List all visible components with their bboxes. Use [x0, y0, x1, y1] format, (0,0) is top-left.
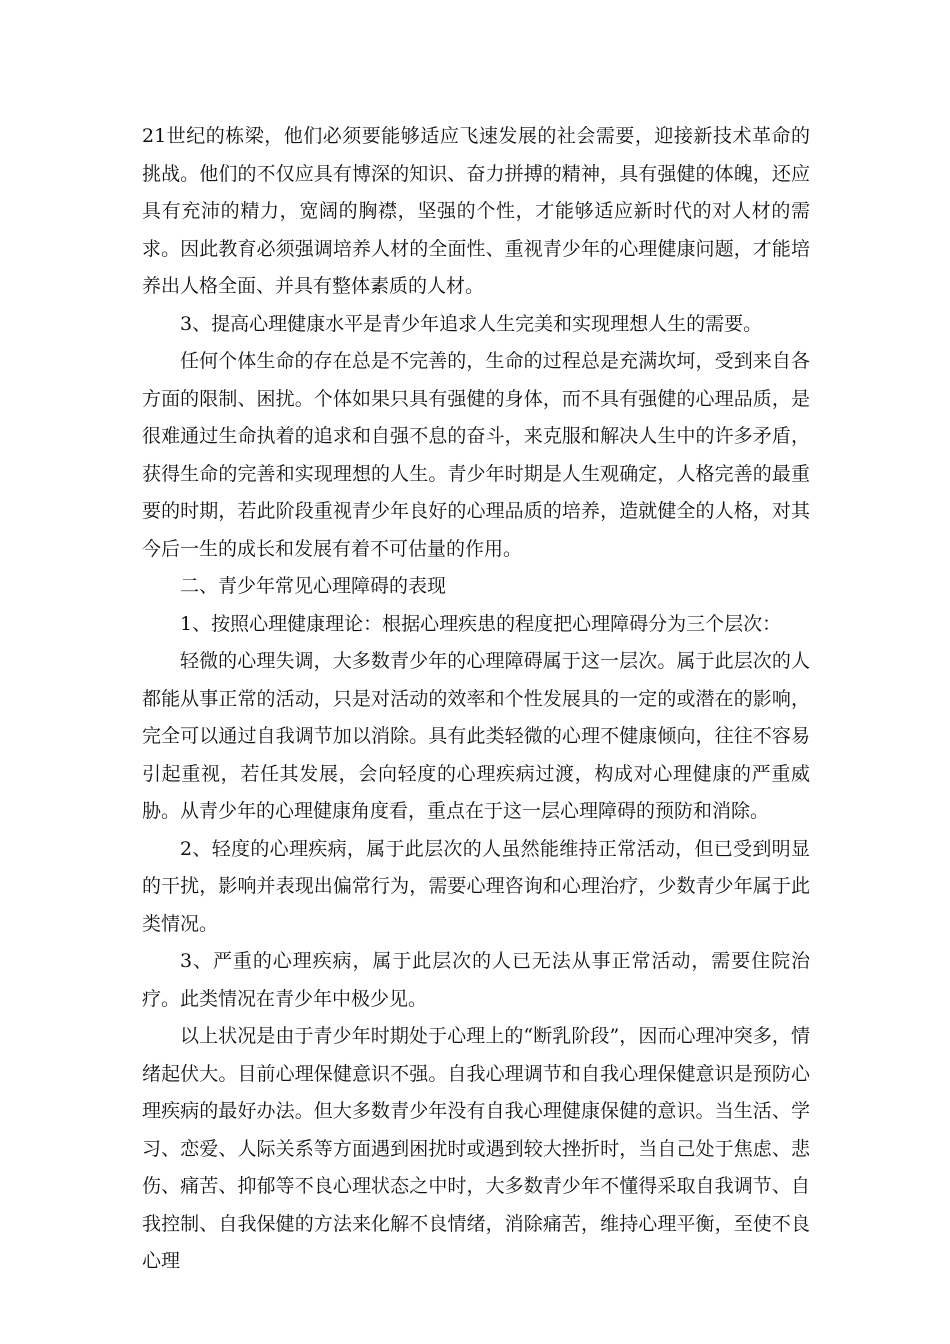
paragraph-moderate-disorder: 2、轻度的心理疾病，属于此层次的人虽然能维持正常活动，但已受到明显的干扰，影响并表现出偏常行为，需要心理咨询和心理治疗，少数青少年属于此类情况。	[142, 837, 810, 935]
document-body	[142, 118, 810, 1281]
paragraph-causes: 以上状况是由于青少年时期处于心理上的“断乳阶段”，因而心理冲突多，情绪起伏大。目前心理保健意识不强。自我心理调节和自我心理保健意识是预防心理疾病的最好办法。但大多数青少年没有自我心理健康保健的意识。当生活、学习、恋爱、人际关系等方面遇到困扰时或遇到较大挫折时，当自己处于焦虑、悲伤、痛苦、抑郁等不良心理状态之中时，大多数青少年不懂得采取自我调节、自我控制、自我保健的方法来化解不良情绪，消除痛苦，维持心理平衡，至使不良心理	[142, 1025, 810, 1272]
section-heading-two: 二、青少年常见心理障碍的表现	[180, 575, 447, 597]
heading-item-3: 3、提高心理健康水平是青少年追求人生完美和实现理想人生的需要。	[180, 312, 763, 335]
heading-item-1: 1、按照心理健康理论：根据心理疾患的程度把心理障碍分为三个层次：	[180, 612, 782, 635]
paragraph-mild-disorder: 轻微的心理失调，大多数青少年的心理障碍属于这一层次。属于此层次的人都能从事正常的活动，只是对活动的效率和个性发展具的一定的或潜在的影响，完全可以通过自我调节加以消除。具有此类轻微的心理不健康倾向，往往不容易引起重视，若任其发展，会向轻度的心理疾病过渡，构成对心理健康的严重威胁。从青少年的心理健康角度看，重点在于这一层心理障碍的预防和消除。	[142, 650, 810, 822]
paragraph-severe-disorder: 3、严重的心理疾病，属于此层次的人已无法从事正常活动，需要住院治疗。此类情况在青少年中极少见。	[142, 950, 810, 1010]
paragraph-continuation: 21世纪的栋梁，他们必须要能够适应飞速发展的社会需要，迎接新技术革命的挑战。他们的不仅应具有博深的知识、奋力拼搏的精神，具有强健的体魄，还应具有充沛的精力，宽阔的胸襟，坚强的个性，才能够适应新时代的对人材的需求。因此教育必须强调培养人材的全面性、重视青少年的心理健康问题，才能培养出人格全面、并具有整体素质的人材。	[142, 125, 810, 297]
paragraph-individual-life: 任何个体生命的存在总是不完善的，生命的过程总是充满坎坷，受到来自各方面的限制、困扰。个体如果只具有强健的身体，而不具有强健的心理品质，是很难通过生命执着的追求和自强不息的奋斗，来克服和解决人生中的许多矛盾，获得生命的完善和实现理想的人生。青少年时期是人生观确定，人格完善的最重要的时期，若此阶段重视青少年良好的心理品质的培养，造就健全的人格，对其今后一生的成长和发展有着不可估量的作用。	[142, 350, 810, 560]
